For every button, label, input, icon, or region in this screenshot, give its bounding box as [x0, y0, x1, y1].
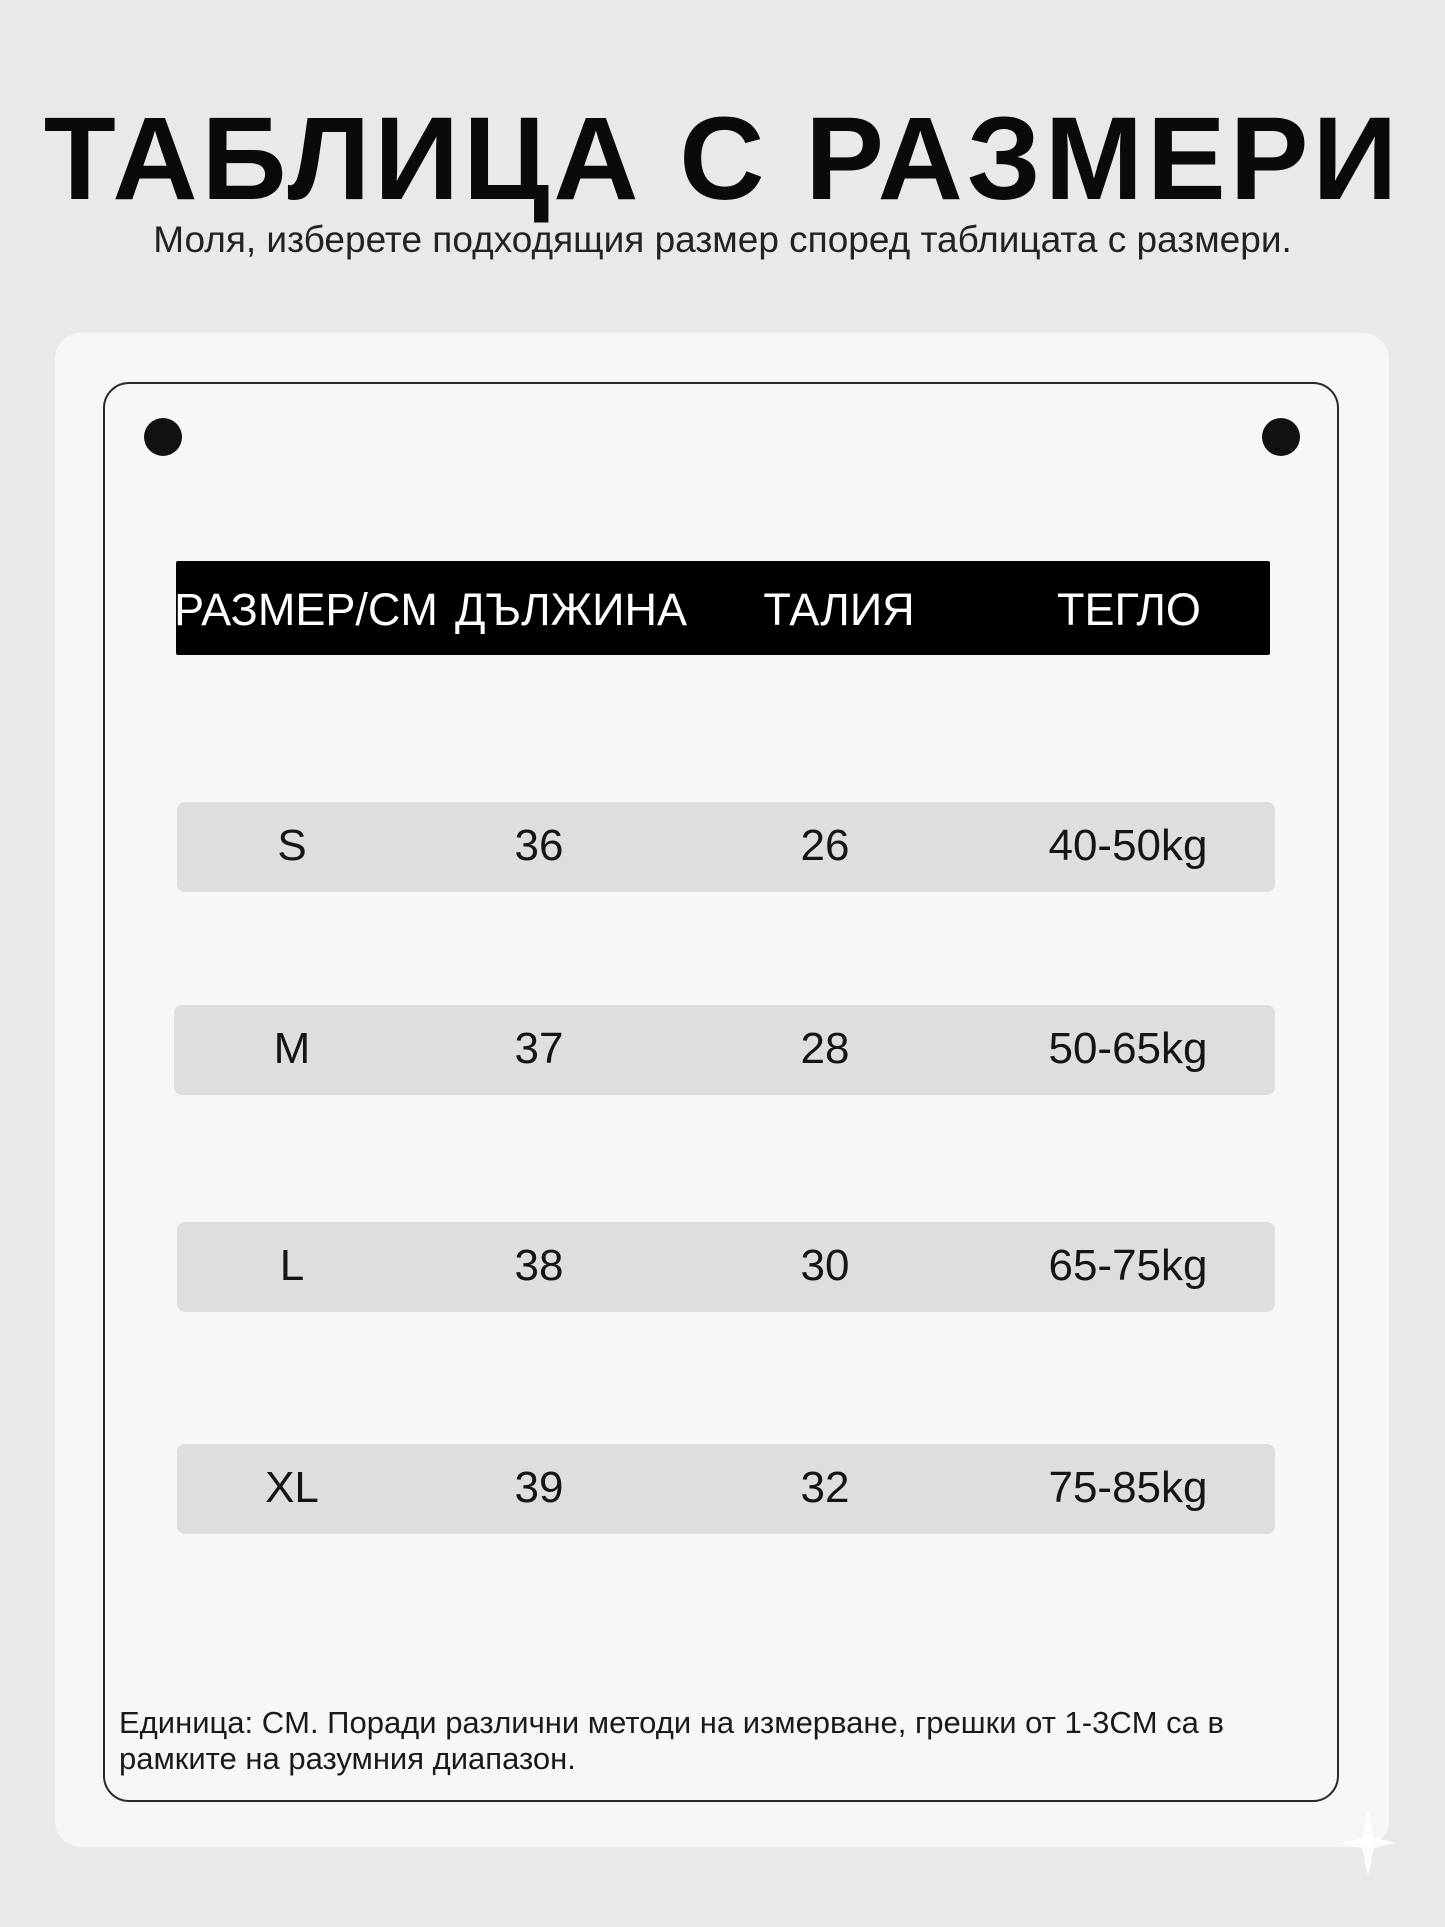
- header-length: ДЪЛЖИНА: [454, 584, 688, 635]
- cell-waist: 32: [800, 1463, 850, 1512]
- cell-weight: 65-75kg: [1048, 1241, 1208, 1290]
- cell-weight: 40-50kg: [1048, 821, 1208, 870]
- cell-waist: 28: [800, 1024, 850, 1073]
- cell-waist: 26: [800, 821, 850, 870]
- measurement-note: Единица: CM. Поради различни методи на измерване, грешки от 1-3CM са в рамките на разумния диапазон.: [119, 1705, 1224, 1777]
- table-row-xl: [177, 1444, 1275, 1534]
- cell-weight: 50-65kg: [1048, 1024, 1208, 1073]
- table-row-s: [177, 802, 1275, 892]
- cell-size: S: [277, 821, 307, 870]
- cell-weight: 75-85kg: [1048, 1463, 1208, 1512]
- table-row-m: [174, 1005, 1275, 1095]
- cell-size: M: [273, 1024, 311, 1073]
- cell-waist: 30: [800, 1241, 850, 1290]
- header-size: РАЗМЕР/CM: [174, 584, 438, 635]
- cell-length: 36: [514, 821, 564, 870]
- table-header: [176, 561, 1270, 655]
- pin-hole-left-icon: [144, 418, 182, 456]
- sparkle-icon: [1338, 1808, 1398, 1878]
- cell-size: XL: [265, 1463, 319, 1512]
- header-waist: ТАЛИЯ: [763, 584, 915, 635]
- cell-length: 39: [514, 1463, 564, 1512]
- page-title: ТАБЛИЦА С РАЗМЕРИ: [43, 93, 1402, 225]
- cell-length: 37: [514, 1024, 564, 1073]
- table-row-l: [177, 1222, 1275, 1312]
- cell-size: L: [279, 1241, 305, 1290]
- page-subtitle: Моля, изберете подходящия размер според таблицата с размери.: [153, 219, 1292, 260]
- pin-hole-right-icon: [1262, 418, 1300, 456]
- header-weight: ТЕГЛО: [1057, 584, 1201, 635]
- cell-length: 38: [514, 1241, 564, 1290]
